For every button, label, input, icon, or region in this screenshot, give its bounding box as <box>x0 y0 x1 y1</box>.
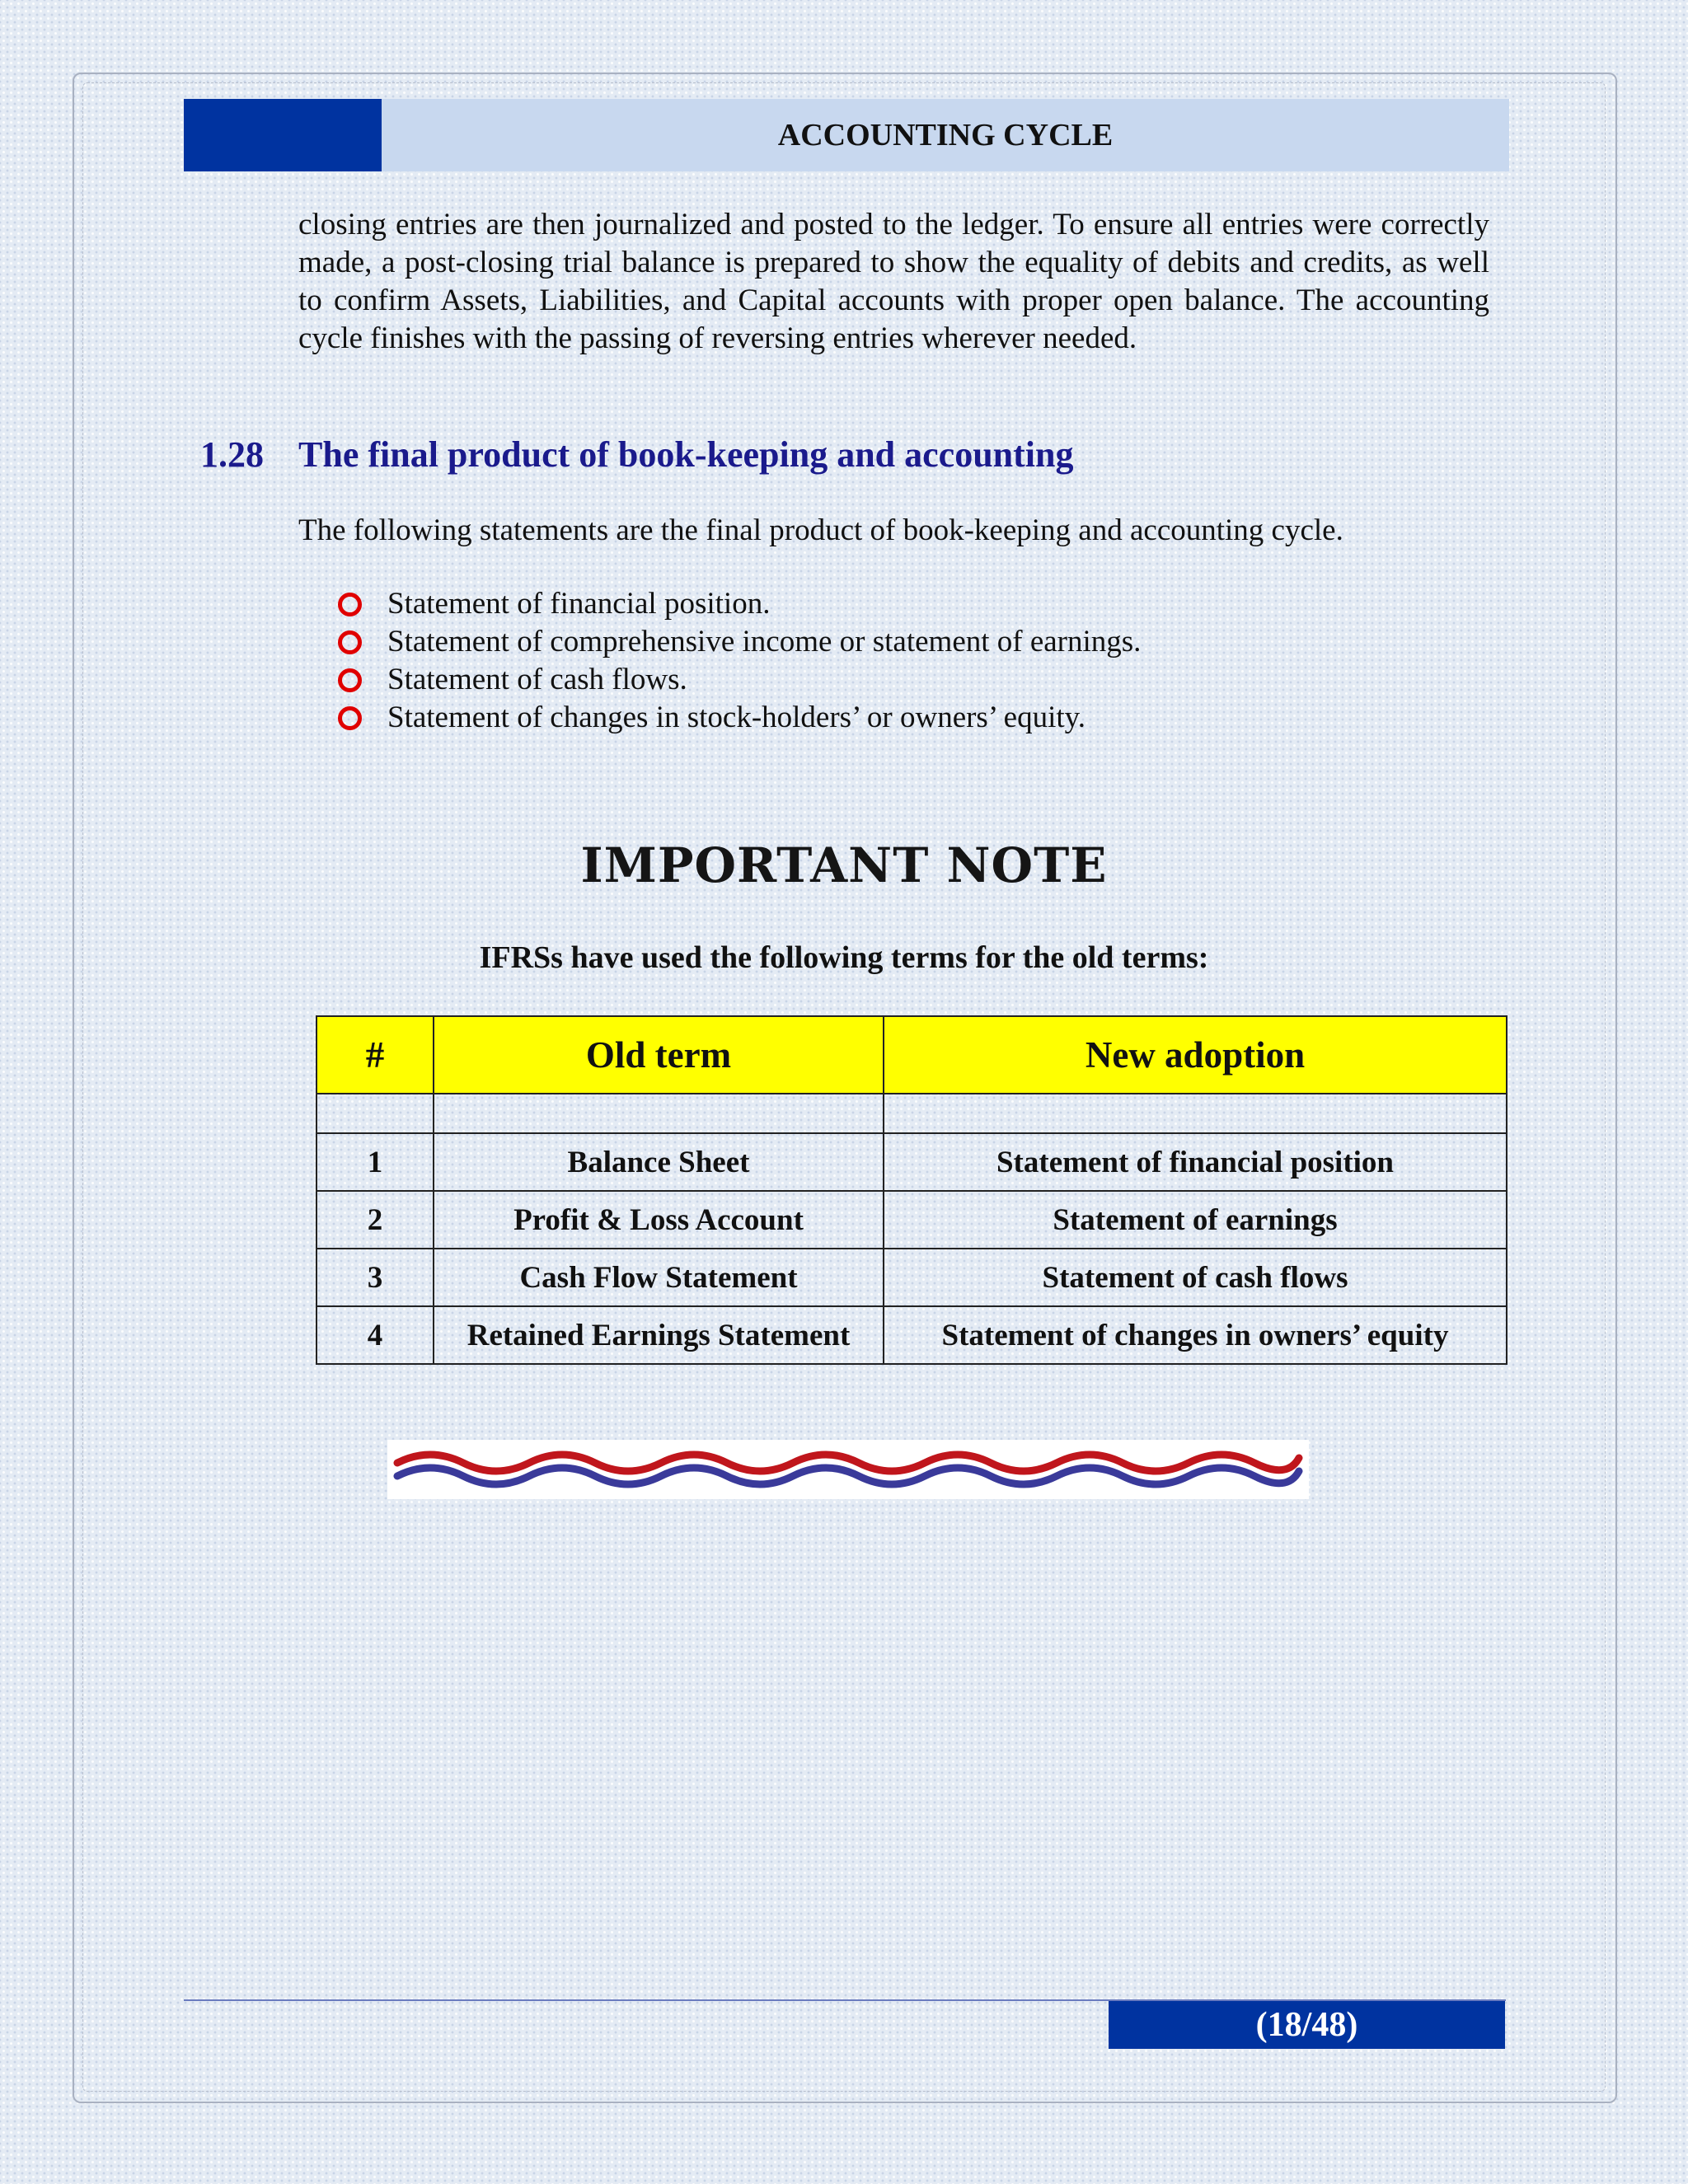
table-cell: Statement of earnings <box>884 1191 1507 1249</box>
wave-divider-icon <box>387 1440 1309 1499</box>
circle-bullet-icon <box>338 630 362 654</box>
table-cell: Statement of cash flows <box>884 1249 1507 1306</box>
list-item-text: Statement of financial position. <box>387 587 771 621</box>
table-row <box>316 1191 1507 1249</box>
circle-bullet-icon <box>338 706 362 730</box>
list-item <box>338 623 1141 661</box>
table-blank-row <box>316 1094 1507 1133</box>
table-cell <box>316 1094 434 1133</box>
table-cell: 3 <box>316 1249 434 1306</box>
table-cell: Retained Earnings Statement <box>434 1306 884 1364</box>
table-row <box>316 1306 1507 1364</box>
table-cell: Balance Sheet <box>434 1133 884 1191</box>
decorative-wave-divider <box>387 1440 1309 1499</box>
table-cell <box>884 1094 1507 1133</box>
important-note-title: IMPORTANT NOTE <box>580 837 1108 893</box>
statement-list <box>338 585 1141 737</box>
terms-table <box>316 1015 1507 1365</box>
important-note-subtitle: IFRSs have used the following terms for the old terms: <box>479 940 1209 975</box>
page-number: (18/48) <box>1109 2001 1505 2049</box>
table-cell: Statement of financial position <box>884 1133 1507 1191</box>
list-item-text: Statement of changes in stock-holders’ or owners’ equity. <box>387 701 1085 734</box>
table-cell: 2 <box>316 1191 434 1249</box>
section-lead: The following statements are the final product of book-keeping and accounting cycle. <box>298 513 1343 547</box>
table-header-row <box>316 1016 1507 1094</box>
column-header-number: # <box>316 1016 434 1094</box>
circle-bullet-icon <box>338 593 362 616</box>
list-item-text: Statement of cash flows. <box>387 663 687 696</box>
table-row <box>316 1249 1507 1306</box>
column-header-old-term: Old term <box>434 1016 884 1094</box>
table-cell: Cash Flow Statement <box>434 1249 884 1306</box>
column-header-new-adoption: New adoption <box>884 1016 1507 1094</box>
list-item <box>338 661 1141 699</box>
table-cell: Statement of changes in owners’ equity <box>884 1306 1507 1364</box>
intro-paragraph: closing entries are then journalized and posted to the ledger. To ensure all entries were correctly made, a post-closing trial balance is prepared to show the equality of debits and credits, as well to confirm Assets, Liabilities, and Capital accounts with proper open balance. The accounting cycle finishes with the passing of reversing entries wherever needed. <box>298 208 1489 355</box>
list-item <box>338 585 1141 623</box>
section-heading <box>200 434 1073 476</box>
table-cell: 4 <box>316 1306 434 1364</box>
header-accent-block <box>184 99 382 171</box>
table-cell <box>434 1094 884 1133</box>
section-number: 1.28 <box>200 434 264 475</box>
list-item <box>338 699 1141 737</box>
section-title: The final product of book-keeping and accounting <box>298 434 1074 475</box>
circle-bullet-icon <box>338 668 362 692</box>
table-cell: Profit & Loss Account <box>434 1191 884 1249</box>
header-title: ACCOUNTING CYCLE <box>777 118 1114 152</box>
list-item-text: Statement of comprehensive income or statement of earnings. <box>387 625 1142 658</box>
table-row <box>316 1133 1507 1191</box>
table-cell: 1 <box>316 1133 434 1191</box>
